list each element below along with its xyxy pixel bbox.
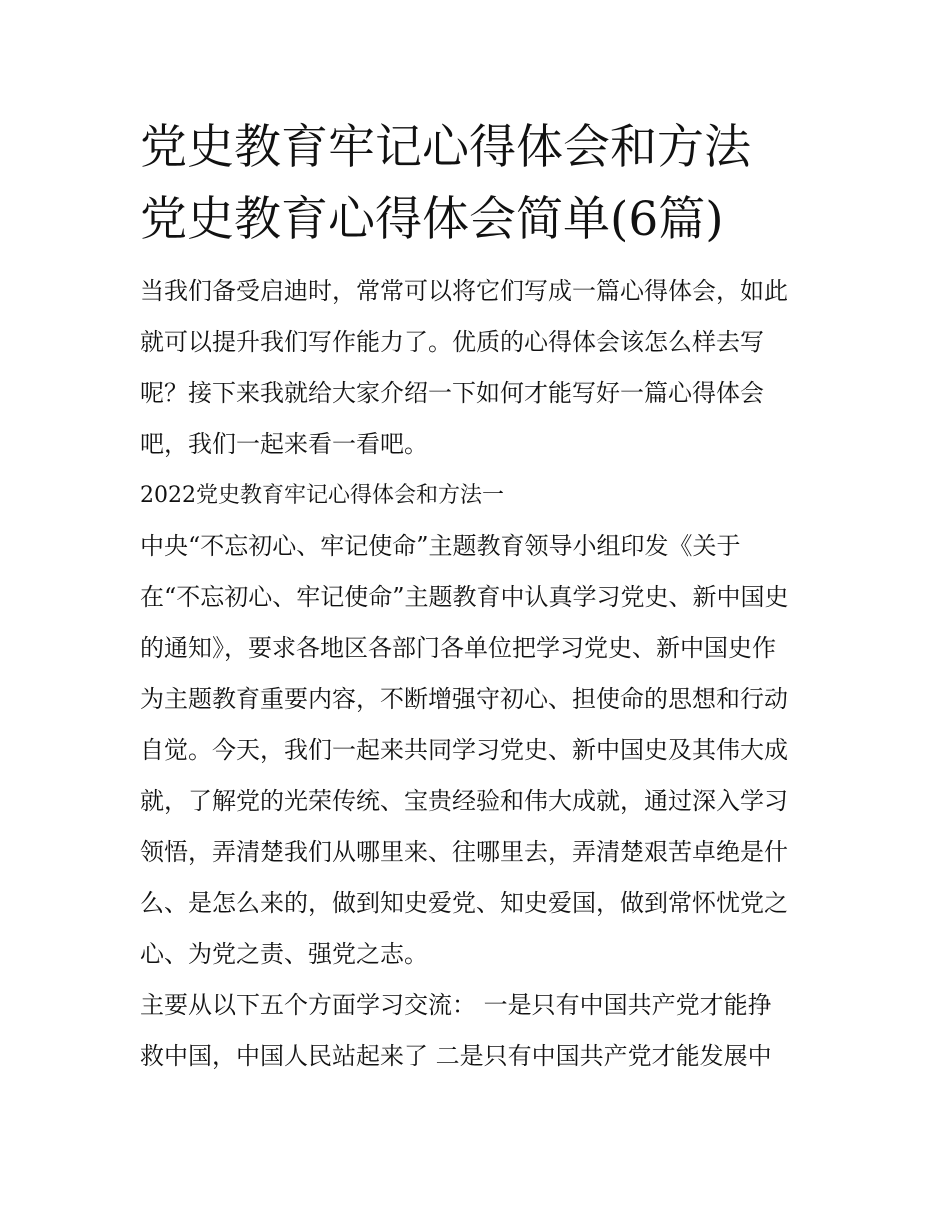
text-line: 就，了解党的光荣传统、宝贵经验和伟大成就，通过深入学习	[140, 787, 788, 815]
text-line: 吧，我们一起来看一看吧。	[140, 430, 428, 458]
text-line: 呢？接下来我就给大家介绍一下如何才能写好一篇心得体会	[140, 379, 764, 407]
text-line: 救中国，中国人民站起来了 二是只有中国共产党才能发展中	[140, 1042, 772, 1070]
text-line: 么、是怎么来的，做到知史爱党、知史爱国，做到常怀忧党之	[140, 889, 788, 917]
document-content	[140, 112, 820, 1082]
text-line: 在“不忘初心、牢记使命”主题教育中认真学习党史、新中国史	[140, 583, 789, 611]
title-line-1: 党史教育牢记心得体会和方法	[140, 120, 751, 175]
body-paragraph-1	[140, 521, 820, 980]
section-heading: 2022党史教育牢记心得体会和方法一	[140, 483, 504, 508]
text-line: 自觉。今天，我们一起来共同学习党史、新中国史及其伟大成	[140, 736, 788, 764]
body-paragraph-2	[140, 980, 820, 1082]
title-line-2: 党史教育心得体会简单(6篇)	[140, 192, 724, 247]
text-line: 的通知》，要求各地区各部门各单位把学习党史、新中国史作	[140, 634, 776, 662]
text-line: 心、为党之责、强党之志。	[140, 940, 428, 968]
text-line: 主要从以下五个方面学习交流： 一是只有中国共产党才能挣	[140, 991, 772, 1019]
document-body	[140, 266, 820, 1082]
text-line: 当我们备受启迪时，常常可以将它们写成一篇心得体会，如此	[140, 277, 788, 305]
document-title	[140, 112, 820, 256]
intro-paragraph	[140, 266, 820, 470]
text-line: 为主题教育重要内容，不断增强守初心、担使命的思想和行动	[140, 685, 788, 713]
text-line: 领悟，弄清楚我们从哪里来、往哪里去，弄清楚艰苦卓绝是什	[140, 838, 788, 866]
text-line: 中央“不忘初心、牢记使命”主题教育领导小组印发《关于	[140, 532, 741, 560]
text-line: 就可以提升我们写作能力了。优质的心得体会该怎么样去写	[140, 328, 764, 356]
